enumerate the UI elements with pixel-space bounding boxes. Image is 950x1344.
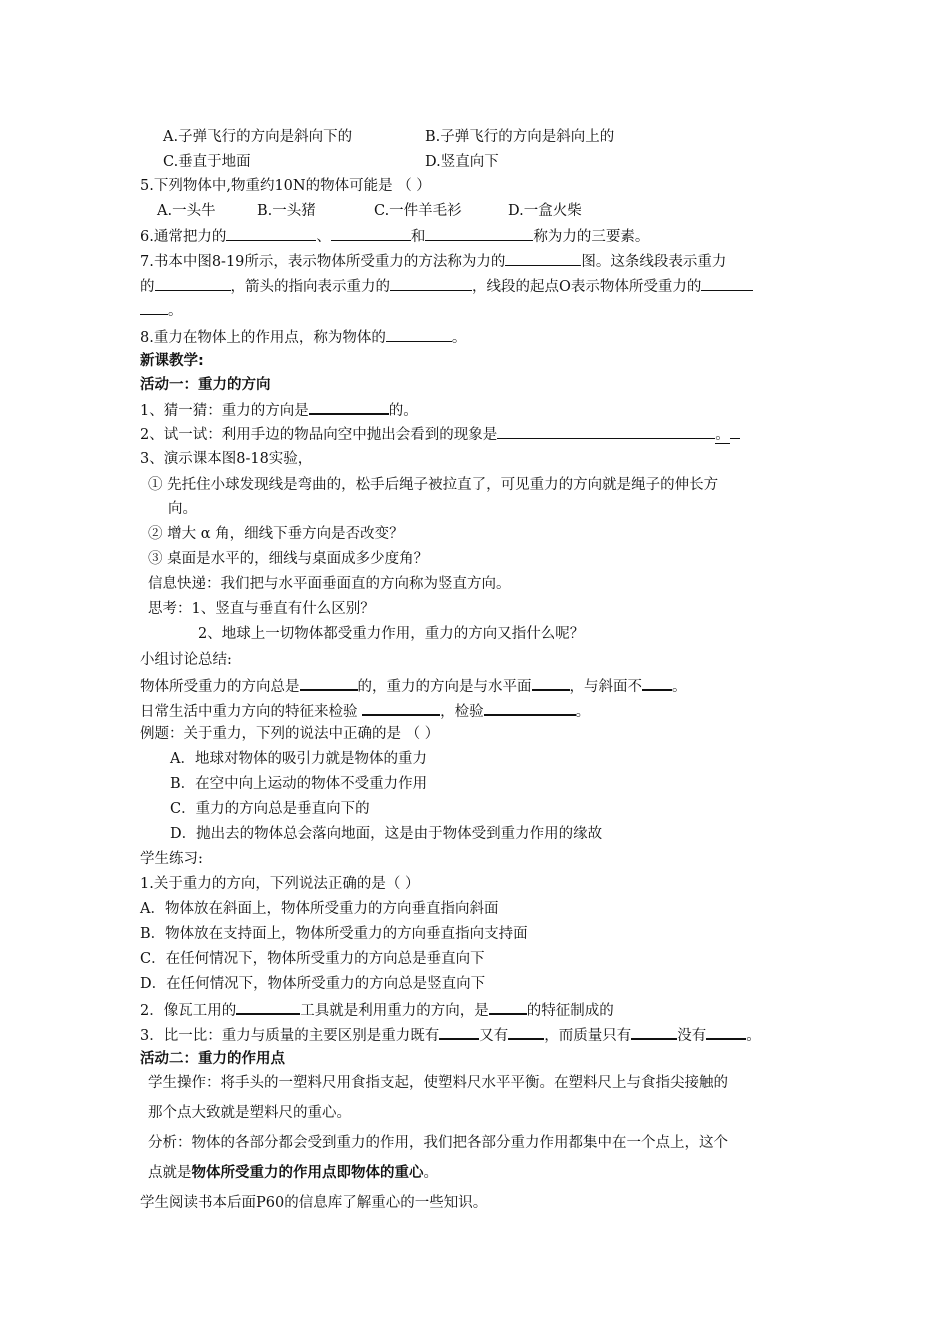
blank[interactable] xyxy=(386,327,452,342)
practice-1-stem: 1.关于重力的方向，下列说法正确的是（ ） xyxy=(140,876,420,892)
summary-line-2: 日常生活中重力方向的特征来检验 ，检验 。 xyxy=(140,700,590,722)
practice-1-option-d: D．在任何情况下，物体所受重力的方向总是竖直向下 xyxy=(140,976,486,992)
info-note: 信息快递：我们把与水平面垂面直的方向称为竖直方向。 xyxy=(148,576,511,592)
blank[interactable] xyxy=(701,276,753,291)
practice-2-line: 2．像瓦工用的 工具就是利用重力的方向，是 的特征制成的 xyxy=(140,999,614,1021)
blank[interactable] xyxy=(300,675,358,691)
q4-option-a: A.子弹飞行的方向是斜向下的 xyxy=(163,129,353,145)
analysis-line-1: 分析：物体的各部分都会受到重力的作用，我们把各部分重力作用都集中在一个点上，这个 xyxy=(148,1135,728,1151)
blank[interactable] xyxy=(508,1024,544,1040)
q5-option-b: B.一头猪 xyxy=(257,203,316,219)
blank[interactable] xyxy=(236,999,300,1015)
example-option-c: C．重力的方向总是垂直向下的 xyxy=(170,801,370,817)
demo-step-3: ③ 桌面是水平的，细线与桌面成多少度角？ xyxy=(148,551,429,567)
think-1: 思考：1、竖直与垂直有什么区别？ xyxy=(148,601,375,617)
q5-option-d: D.一盒火柴 xyxy=(508,203,582,219)
practice-1-option-b: B．物体放在支持面上，物体所受重力的方向垂直指向支持面 xyxy=(140,926,528,942)
blank[interactable] xyxy=(631,1024,677,1040)
analysis-line-2: 点就是物体所受重力的作用点即物体的重心。 xyxy=(148,1165,438,1181)
demo-step-1: ① 先托住小球发现线是弯曲的，松手后绳子被拉直了，可见重力的方向就是绳子的伸长方 xyxy=(148,477,719,493)
operation-line-1: 学生操作：将手头的一塑料尺用食指支起，使塑料尺水平平衡。在塑料尺上与食指尖接触的 xyxy=(148,1075,728,1091)
q8-line: 8.重力在物体上的作用点，称为物体的 。 xyxy=(140,327,466,348)
guess-line: 1、猜一猜：重力的方向是 的。 xyxy=(140,399,418,421)
practice-label: 学生练习: xyxy=(140,851,203,867)
lesson-heading: 新课教学: xyxy=(140,353,204,369)
blank[interactable] xyxy=(706,1024,746,1040)
q5-option-a: A.一头牛 xyxy=(157,203,216,219)
practice-1-option-c: C．在任何情况下，物体所受重力的方向总是垂直向下 xyxy=(140,951,485,967)
example-option-a: A．地球对物体的吸引力就是物体的重力 xyxy=(170,751,427,767)
practice-3-line: 3．比一比：重力与质量的主要区别是重力既有 又有 ，而质量只有 没有 。 xyxy=(140,1024,761,1046)
q5-option-c: C.一件羊毛衫 xyxy=(374,203,462,219)
think-2: 2、地球上一切物体都受重力作用，重力的方向又指什么呢？ xyxy=(198,626,585,642)
blank[interactable] xyxy=(140,300,168,315)
demo-line: 3、演示课本图8-18实验， xyxy=(140,451,313,467)
blank[interactable] xyxy=(362,700,440,716)
example-option-d: D．抛出去的物体总会落向地面，这是由于物体受到重力作用的缘故 xyxy=(170,826,603,842)
blank[interactable] xyxy=(425,226,533,241)
q7-line-2: 的 ，箭头的指向表示重力的 ，线段的起点O表示物体所受重力的 xyxy=(140,276,753,297)
center-of-gravity-definition: 物体所受重力的作用点即物体的重心 xyxy=(191,1165,424,1181)
blank[interactable] xyxy=(331,226,411,241)
blank[interactable] xyxy=(505,251,581,266)
summary-line-1: 物体所受重力的方向总是 的，重力的方向是与水平面 ，与斜面不 。 xyxy=(140,675,687,697)
q4-option-c: C.垂直于地面 xyxy=(163,154,251,170)
group-summary-label: 小组讨论总结: xyxy=(140,652,232,668)
demo-step-2: ② 增大 α 角，细线下垂方向是否改变？ xyxy=(148,526,404,542)
q7-line-1: 7.书本中图8-19所示，表示物体所受重力的方法称为力的 图。这条线段表示重力 xyxy=(140,251,726,272)
blank[interactable] xyxy=(309,399,389,415)
try-line: 2、试一试：利用手边的物品向空中抛出会看到的现象是 。 xyxy=(140,424,740,445)
blank[interactable] xyxy=(497,424,715,439)
example-option-b: B．在空中向上运动的物体不受重力作用 xyxy=(170,776,428,792)
q5-stem: 5.下列物体中,物重约10N的物体可能是 （ ） xyxy=(140,178,431,194)
activity-1-title: 活动一：重力的方向 xyxy=(140,377,271,393)
blank[interactable] xyxy=(390,276,472,291)
operation-line-2: 那个点大致就是塑料尺的重心。 xyxy=(148,1105,351,1121)
blank[interactable] xyxy=(489,999,527,1015)
example-stem: 例题：关于重力，下列的说法中正确的是 （ ） xyxy=(140,726,440,742)
blank[interactable] xyxy=(484,700,576,716)
blank[interactable] xyxy=(532,675,570,691)
blank[interactable] xyxy=(226,226,316,241)
q4-option-d: D.竖直向下 xyxy=(425,154,499,170)
blank[interactable] xyxy=(642,675,672,691)
reading-note: 学生阅读书本后面P60的信息库了解重心的一些知识。 xyxy=(140,1195,488,1211)
q6-line: 6.通常把力的 、 和 称为力的三要素。 xyxy=(140,226,649,247)
demo-step-1-cont: 向。 xyxy=(168,501,197,517)
activity-2-title: 活动二：重力的作用点 xyxy=(140,1051,285,1067)
q4-option-b: B.子弹飞行的方向是斜向上的 xyxy=(425,129,615,145)
practice-1-option-a: A．物体放在斜面上，物体所受重力的方向垂直指向斜面 xyxy=(140,901,499,917)
blank[interactable] xyxy=(155,276,231,291)
blank[interactable] xyxy=(439,1024,479,1040)
q7-line-3: 。 xyxy=(140,300,183,321)
